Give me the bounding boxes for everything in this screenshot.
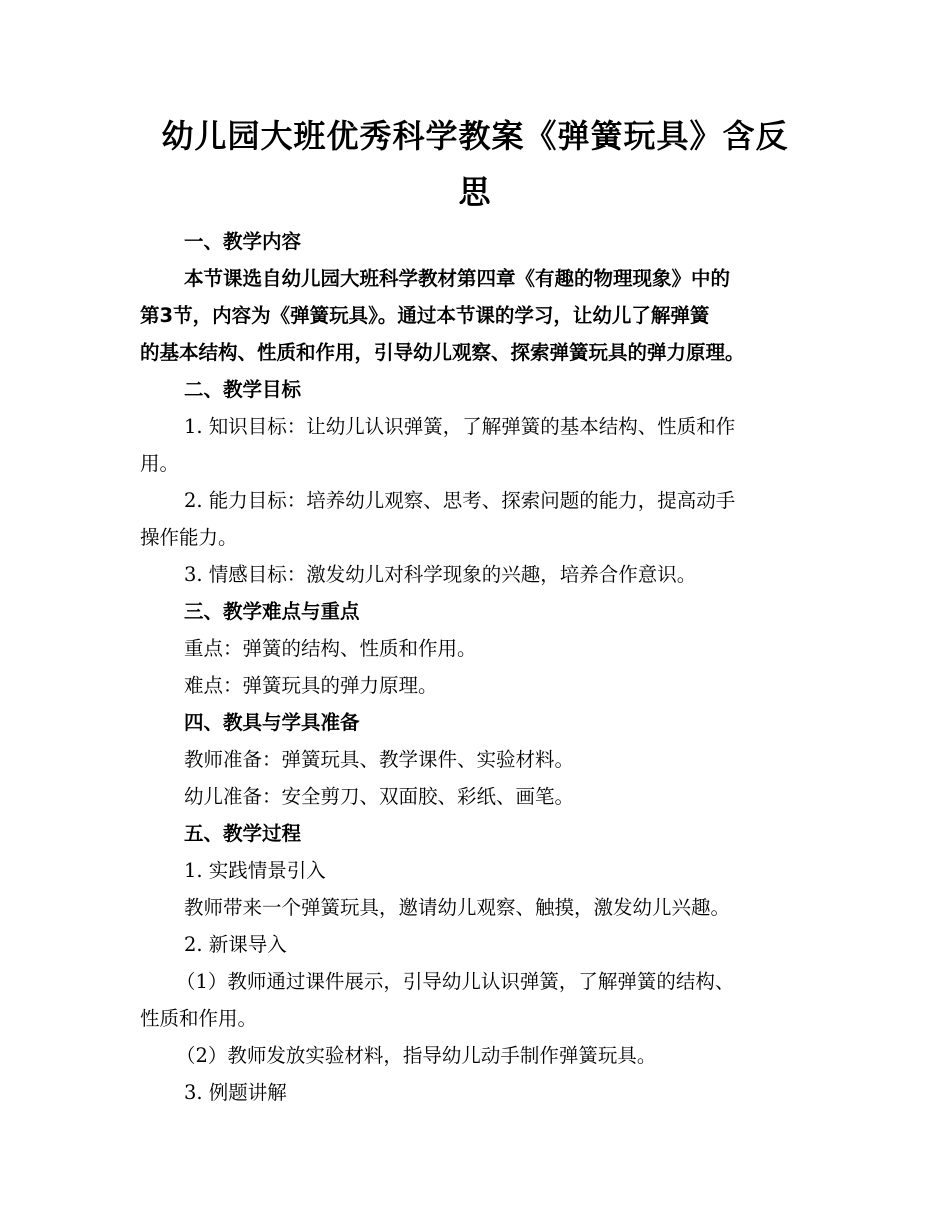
paragraph-line: 2. 新课导入 — [184, 933, 287, 956]
section-heading-process: 五、教学过程 — [184, 822, 302, 845]
paragraph-line: 教师带来一个弹簧玩具，邀请幼儿观察、触摸，激发幼儿兴趣。 — [184, 896, 731, 919]
section-heading-materials: 四、教具与学具准备 — [184, 711, 360, 734]
paragraph-line: 的基本结构、性质和作用，引导幼儿观察、探索弹簧玩具的弹力原理。 — [140, 341, 745, 364]
paragraph-line: 1. 知识目标：让幼儿认识弹簧，了解弹簧的基本结构、性质和作 — [184, 415, 736, 438]
paragraph-line: （2）教师发放实验材料，指导幼儿动手制作弹簧玩具。 — [176, 1044, 657, 1067]
paragraph-line: 用。 — [140, 452, 180, 475]
paragraph-line: 第3节，内容为《弹簧玩具》。通过本节课的学习，让幼儿了解弹簧 — [140, 304, 710, 327]
paragraph-line: 性质和作用。 — [140, 1007, 258, 1030]
document-title-line-2: 思 — [458, 173, 492, 211]
paragraph-line: 难点：弹簧玩具的弹力原理。 — [184, 674, 438, 697]
section-heading-difficulties: 三、教学难点与重点 — [184, 600, 360, 623]
paragraph-line: 操作能力。 — [140, 526, 238, 549]
document-title-line-1: 幼儿园大班优秀科学教案《弹簧玩具》含反 — [161, 117, 789, 155]
section-heading-teaching-goals: 二、教学目标 — [184, 378, 302, 401]
paragraph-line: 3. 例题讲解 — [184, 1081, 287, 1104]
paragraph-line: 本节课选自幼儿园大班科学教材第四章《有趣的物理现象》中的 — [184, 267, 731, 290]
paragraph-line: 重点：弹簧的结构、性质和作用。 — [184, 637, 477, 660]
paragraph-line: 教师准备：弹簧玩具、教学课件、实验材料。 — [184, 748, 575, 771]
paragraph-line: 3. 情感目标：激发幼儿对科学现象的兴趣，培养合作意识。 — [184, 563, 697, 586]
paragraph-line: （1）教师通过课件展示，引导幼儿认识弹簧，了解弹簧的结构、 — [176, 970, 735, 993]
paragraph-line: 2. 能力目标：培养幼儿观察、思考、探索问题的能力，提高动手 — [184, 489, 736, 512]
paragraph-line: 1. 实践情景引入 — [184, 859, 326, 882]
section-heading-teaching-content: 一、教学内容 — [184, 230, 302, 253]
paragraph-line: 幼儿准备：安全剪刀、双面胶、彩纸、画笔。 — [184, 785, 575, 808]
